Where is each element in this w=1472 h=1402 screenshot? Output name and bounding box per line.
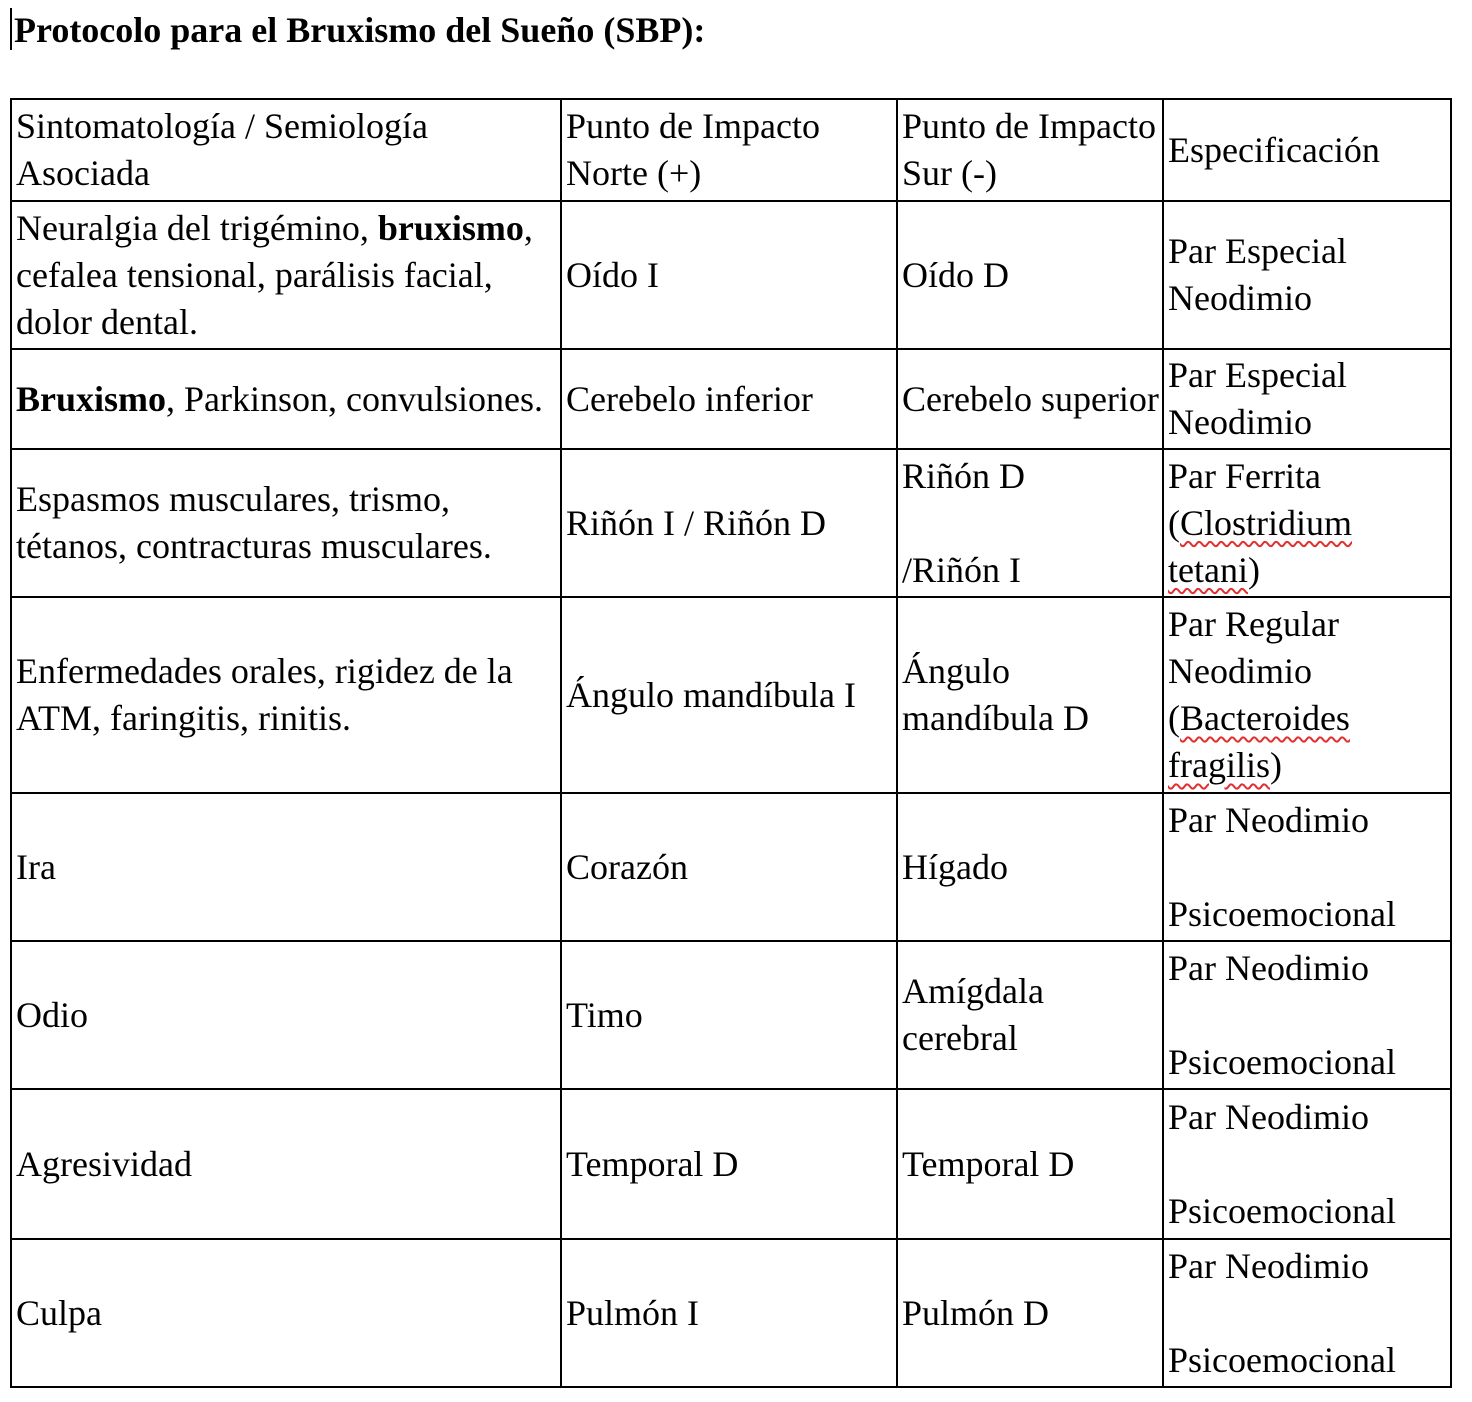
table-row: [11, 201, 1451, 349]
cell-specification: Par Especial Neodimio: [1163, 349, 1451, 449]
cell-specification: Par Neodimio Psicoemocional: [1163, 941, 1451, 1089]
table-row: [11, 1089, 1451, 1239]
cell-north-point: Oído I: [561, 201, 897, 349]
cell-north-point: Ángulo mandíbula I: [561, 597, 897, 793]
text-cursor: [10, 8, 12, 50]
table-row: [11, 941, 1451, 1089]
cell-south-point: Hígado: [897, 793, 1163, 941]
table-row: [11, 449, 1451, 597]
cell-north-point: Timo: [561, 941, 897, 1089]
cell-south-point: Cerebelo superior: [897, 349, 1163, 449]
header-specification: Especificación: [1163, 99, 1451, 201]
cell-specification: Par Regular Neodimio (Bacteroides fragilis): [1163, 597, 1451, 793]
table-row: [11, 597, 1451, 793]
table-header-row: [11, 99, 1451, 201]
cell-south-point: Temporal D: [897, 1089, 1163, 1239]
cell-specification: Par Neodimio Psicoemocional: [1163, 793, 1451, 941]
table-row: [11, 1239, 1451, 1387]
header-symptoms: Sintomatología / Semiología Asociada: [11, 99, 561, 201]
cell-symptoms: Ira: [11, 793, 561, 941]
cell-south-point: Pulmón D: [897, 1239, 1163, 1387]
table-row: [11, 793, 1451, 941]
cell-symptoms: Agresividad: [11, 1089, 561, 1239]
spellcheck-term: Bacteroides fragilis: [1168, 698, 1350, 785]
cell-south-point: Ángulo mandíbula D: [897, 597, 1163, 793]
table-row: [11, 349, 1451, 449]
cell-specification: Par Neodimio Psicoemocional: [1163, 1239, 1451, 1387]
cell-north-point: Cerebelo inferior: [561, 349, 897, 449]
cell-south-point: Riñón D /Riñón I: [897, 449, 1163, 597]
cell-south-point: Amígdala cerebral: [897, 941, 1163, 1089]
cell-symptoms: Espasmos musculares, trismo, tétanos, contracturas musculares.: [11, 449, 561, 597]
cell-specification: Par Especial Neodimio: [1163, 201, 1451, 349]
cell-north-point: Pulmón I: [561, 1239, 897, 1387]
spellcheck-term: Clostridium tetani: [1168, 502, 1353, 590]
cell-specification: Par Ferrita (Clostridium tetani): [1163, 449, 1451, 597]
protocol-table: [10, 98, 1452, 1388]
cell-north-point: Temporal D: [561, 1089, 897, 1239]
header-north-point: Punto de Impacto Norte (+): [561, 99, 897, 201]
cell-symptoms: Neuralgia del trigémino, bruxismo, cefalea tensional, parálisis facial, dolor dental.: [11, 201, 561, 349]
document-title: Protocolo para el Bruxismo del Sueño (SBP):: [14, 10, 706, 50]
header-south-point: Punto de Impacto Sur (-): [897, 99, 1163, 201]
cell-symptoms: Enfermedades orales, rigidez de la ATM, faringitis, rinitis.: [11, 597, 561, 793]
cell-south-point: Oído D: [897, 201, 1163, 349]
cell-symptoms: Odio: [11, 941, 561, 1089]
cell-north-point: Riñón I / Riñón D: [561, 449, 897, 597]
cell-specification: Par Neodimio Psicoemocional: [1163, 1089, 1451, 1239]
cell-north-point: Corazón: [561, 793, 897, 941]
cell-symptoms: Culpa: [11, 1239, 561, 1387]
cell-symptoms: Bruxismo, Parkinson, convulsiones.: [11, 349, 561, 449]
